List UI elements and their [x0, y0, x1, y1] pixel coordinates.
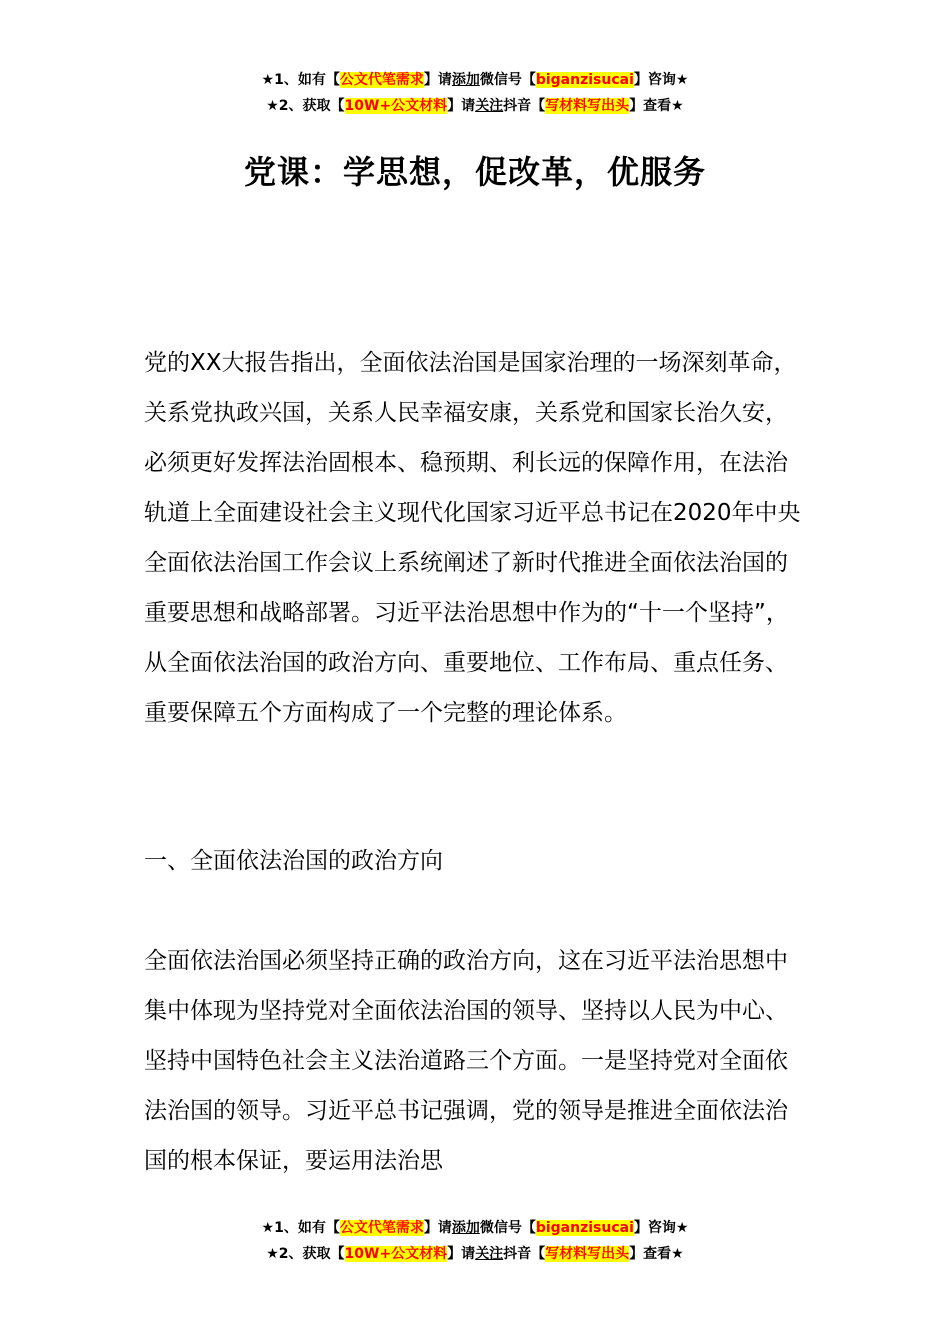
banner-text: 微信号【 [479, 72, 536, 88]
banner-text: ★2、获取【 [266, 98, 345, 114]
banner-text: 】请 [447, 98, 476, 114]
body-paragraph-2 [144, 936, 808, 1186]
banner-highlight: 公文代笔需求 [339, 1220, 424, 1236]
banner-text: 】请 [423, 72, 452, 88]
bottom-banner [0, 1216, 950, 1268]
banner-text: 抖音【 [503, 1246, 546, 1262]
banner-highlight: 10W+公文材料 [344, 98, 448, 114]
banner-text: ★1、如有【 [261, 72, 340, 88]
banner-underlined-text: 添加 [451, 72, 480, 88]
banner-text: ★2、获取【 [266, 1246, 345, 1262]
body-paragraph-1 [144, 338, 808, 738]
banner-text: 】咨询★ [633, 1220, 689, 1236]
paragraph-text: 党的XX大报告指出，全面依法治国是国家治理的一场深刻革命，关系党执政兴国，关系人民幸福安康，关系党和国家长治久安，必须更好发挥法治固根本、稳预期、利长远的保障作用，在法治轨道上全面建设社会主义现代化国家习近平总书记在2020年中央全面依法治国工作会议上系统阐述了新时代推进全面依法治国的重要思想和战略部署。习近平法治思想中作为的“十一个坚持”，从全面依法治国的政治方向、重要地位、工作布局、重点任务、重要保障五个方面构成了一个完整的理论体系。 [144, 350, 801, 726]
banner-text: 微信号【 [479, 1220, 536, 1236]
banner-line-1 [0, 68, 950, 94]
banner-line-1 [0, 1216, 950, 1242]
banner-highlight: 写材料写出头 [545, 98, 630, 114]
banner-text: 抖音【 [503, 98, 546, 114]
banner-highlight: biganzisucai [535, 1220, 634, 1236]
banner-text: 】咨询★ [633, 72, 689, 88]
banner-highlight: 10W+公文材料 [344, 1246, 448, 1262]
section-heading-text: 一、全面依法治国的政治方向 [144, 848, 443, 874]
banner-text: 】查看★ [629, 1246, 684, 1262]
banner-line-2 [0, 94, 950, 120]
banner-text: 】查看★ [629, 98, 684, 114]
section-heading-1 [144, 836, 808, 886]
banner-highlight: 公文代笔需求 [339, 72, 424, 88]
banner-highlight: biganzisucai [535, 72, 634, 88]
banner-text: 】请 [447, 1246, 476, 1262]
banner-line-2 [0, 1242, 950, 1268]
paragraph-text: 全面依法治国必须坚持正确的政治方向，这在习近平法治思想中集中体现为坚持党对全面依法治国的领导、坚持以人民为中心、坚持中国特色社会主义法治道路三个方面。一是坚持党对全面依法治国的领导。习近平总书记强调，党的领导是推进全面依法治国的根本保证，要运用法治思 [144, 948, 788, 1174]
document-title: 党课：学思想，促改革，优服务 [243, 153, 706, 191]
top-banner [0, 68, 950, 120]
banner-text: 】请 [423, 1220, 452, 1236]
banner-highlight: 写材料写出头 [545, 1246, 630, 1262]
banner-underlined-text: 添加 [451, 1220, 480, 1236]
banner-underlined-text: 关注 [475, 1246, 504, 1262]
banner-underlined-text: 关注 [475, 98, 504, 114]
banner-text: ★1、如有【 [261, 1220, 340, 1236]
